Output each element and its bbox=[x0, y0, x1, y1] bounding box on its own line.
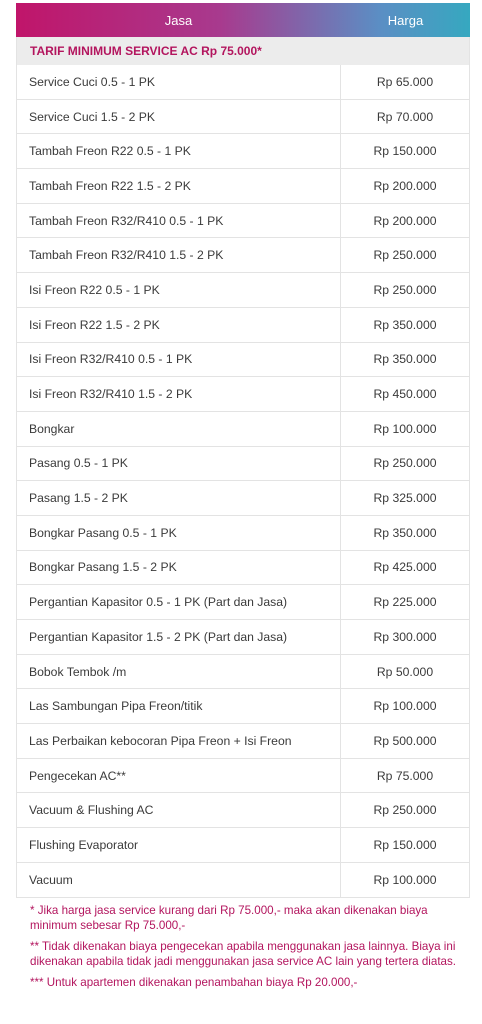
service-price: Rp 425.000 bbox=[373, 560, 437, 575]
service-name: Pergantian Kapasitor 0.5 - 1 PK (Part dan Jasa) bbox=[17, 585, 341, 619]
service-price: Rp 350.000 bbox=[373, 352, 437, 367]
service-name: Pengecekan AC** bbox=[17, 759, 341, 793]
table-row bbox=[17, 238, 469, 273]
service-name: Vacuum bbox=[17, 863, 341, 897]
footnotes bbox=[30, 904, 460, 998]
table-row bbox=[17, 134, 469, 169]
table-row bbox=[17, 204, 469, 239]
column-header-jasa: Jasa bbox=[164, 12, 193, 28]
service-name: Las Sambungan Pipa Freon/titik bbox=[17, 689, 341, 723]
table-row bbox=[17, 169, 469, 204]
service-name: Isi Freon R22 1.5 - 2 PK bbox=[17, 308, 341, 342]
service-price: Rp 250.000 bbox=[373, 282, 437, 297]
table-row bbox=[17, 620, 469, 655]
service-name: Pergantian Kapasitor 1.5 - 2 PK (Part dan Jasa) bbox=[17, 620, 341, 654]
service-price: Rp 450.000 bbox=[373, 387, 437, 402]
service-name: Bongkar Pasang 1.5 - 2 PK bbox=[17, 551, 341, 585]
service-price: Rp 300.000 bbox=[373, 629, 437, 644]
table-row bbox=[17, 343, 469, 378]
service-price: Rp 100.000 bbox=[373, 421, 437, 436]
table-row bbox=[17, 100, 469, 135]
table-body bbox=[16, 65, 470, 898]
service-name: Flushing Evaporator bbox=[17, 828, 341, 862]
table-row bbox=[17, 724, 469, 759]
service-name: Tambah Freon R22 1.5 - 2 PK bbox=[17, 169, 341, 203]
table-row bbox=[17, 759, 469, 794]
service-price: Rp 325.000 bbox=[373, 491, 437, 506]
table-row bbox=[17, 863, 469, 898]
table-row bbox=[17, 551, 469, 586]
service-price: Rp 75.000 bbox=[376, 768, 434, 783]
footnote: * Jika harga jasa service kurang dari Rp 75.000,- maka akan dikenakan biaya minimum sebesar Rp 75.000,- bbox=[30, 904, 428, 932]
service-name: Service Cuci 0.5 - 1 PK bbox=[17, 65, 341, 99]
minimum-tariff-row: TARIF MINIMUM SERVICE AC Rp 75.000* bbox=[16, 37, 470, 65]
table-header bbox=[16, 3, 470, 37]
service-name: Isi Freon R32/R410 1.5 - 2 PK bbox=[17, 377, 341, 411]
table-row bbox=[17, 516, 469, 551]
service-price: Rp 150.000 bbox=[373, 837, 437, 852]
service-name: Pasang 1.5 - 2 PK bbox=[17, 481, 341, 515]
service-name: Bongkar bbox=[17, 412, 341, 446]
service-name: Isi Freon R32/R410 0.5 - 1 PK bbox=[17, 343, 341, 377]
service-name: Bongkar Pasang 0.5 - 1 PK bbox=[17, 516, 341, 550]
column-header-harga: Harga bbox=[387, 12, 424, 28]
table-row bbox=[17, 481, 469, 516]
table-row bbox=[17, 828, 469, 863]
price-table bbox=[16, 3, 470, 898]
service-name: Tambah Freon R22 0.5 - 1 PK bbox=[17, 134, 341, 168]
service-name: Service Cuci 1.5 - 2 PK bbox=[17, 100, 341, 134]
service-price: Rp 250.000 bbox=[373, 803, 437, 818]
table-row bbox=[17, 793, 469, 828]
service-price: Rp 150.000 bbox=[373, 144, 437, 159]
service-name: Las Perbaikan kebocoran Pipa Freon + Isi Freon bbox=[17, 724, 341, 758]
footnote: ** Tidak dikenakan biaya pengecekan apabila menggunakan jasa lainnya. Biaya ini dikenakan apabila tidak jadi menggunakan jasa service AC lain yang tertera diatas. bbox=[30, 940, 457, 968]
service-price: Rp 225.000 bbox=[373, 595, 437, 610]
service-price: Rp 250.000 bbox=[373, 248, 437, 263]
service-name: Bobok Tembok /m bbox=[17, 655, 341, 689]
table-row bbox=[17, 65, 469, 100]
service-price: Rp 65.000 bbox=[376, 74, 434, 89]
table-row bbox=[17, 689, 469, 724]
table-row bbox=[17, 273, 469, 308]
service-price: Rp 350.000 bbox=[373, 525, 437, 540]
service-price: Rp 100.000 bbox=[373, 699, 437, 714]
service-name: Vacuum & Flushing AC bbox=[17, 793, 341, 827]
service-price: Rp 500.000 bbox=[373, 733, 437, 748]
service-price: Rp 50.000 bbox=[376, 664, 434, 679]
table-row bbox=[17, 447, 469, 482]
table-row bbox=[17, 655, 469, 690]
table-row bbox=[17, 308, 469, 343]
table-row bbox=[17, 377, 469, 412]
service-name: Tambah Freon R32/R410 0.5 - 1 PK bbox=[17, 204, 341, 238]
table-row bbox=[17, 585, 469, 620]
service-price: Rp 70.000 bbox=[376, 109, 434, 124]
service-name: Tambah Freon R32/R410 1.5 - 2 PK bbox=[17, 238, 341, 272]
footnote: *** Untuk apartemen dikenakan penambahan biaya Rp 20.000,- bbox=[30, 976, 358, 989]
service-name: Pasang 0.5 - 1 PK bbox=[17, 447, 341, 481]
service-price: Rp 100.000 bbox=[373, 872, 437, 887]
service-price: Rp 250.000 bbox=[373, 456, 437, 471]
service-price: Rp 200.000 bbox=[373, 213, 437, 228]
service-price: Rp 350.000 bbox=[373, 317, 437, 332]
service-name: Isi Freon R22 0.5 - 1 PK bbox=[17, 273, 341, 307]
service-price: Rp 200.000 bbox=[373, 178, 437, 193]
table-row bbox=[17, 412, 469, 447]
